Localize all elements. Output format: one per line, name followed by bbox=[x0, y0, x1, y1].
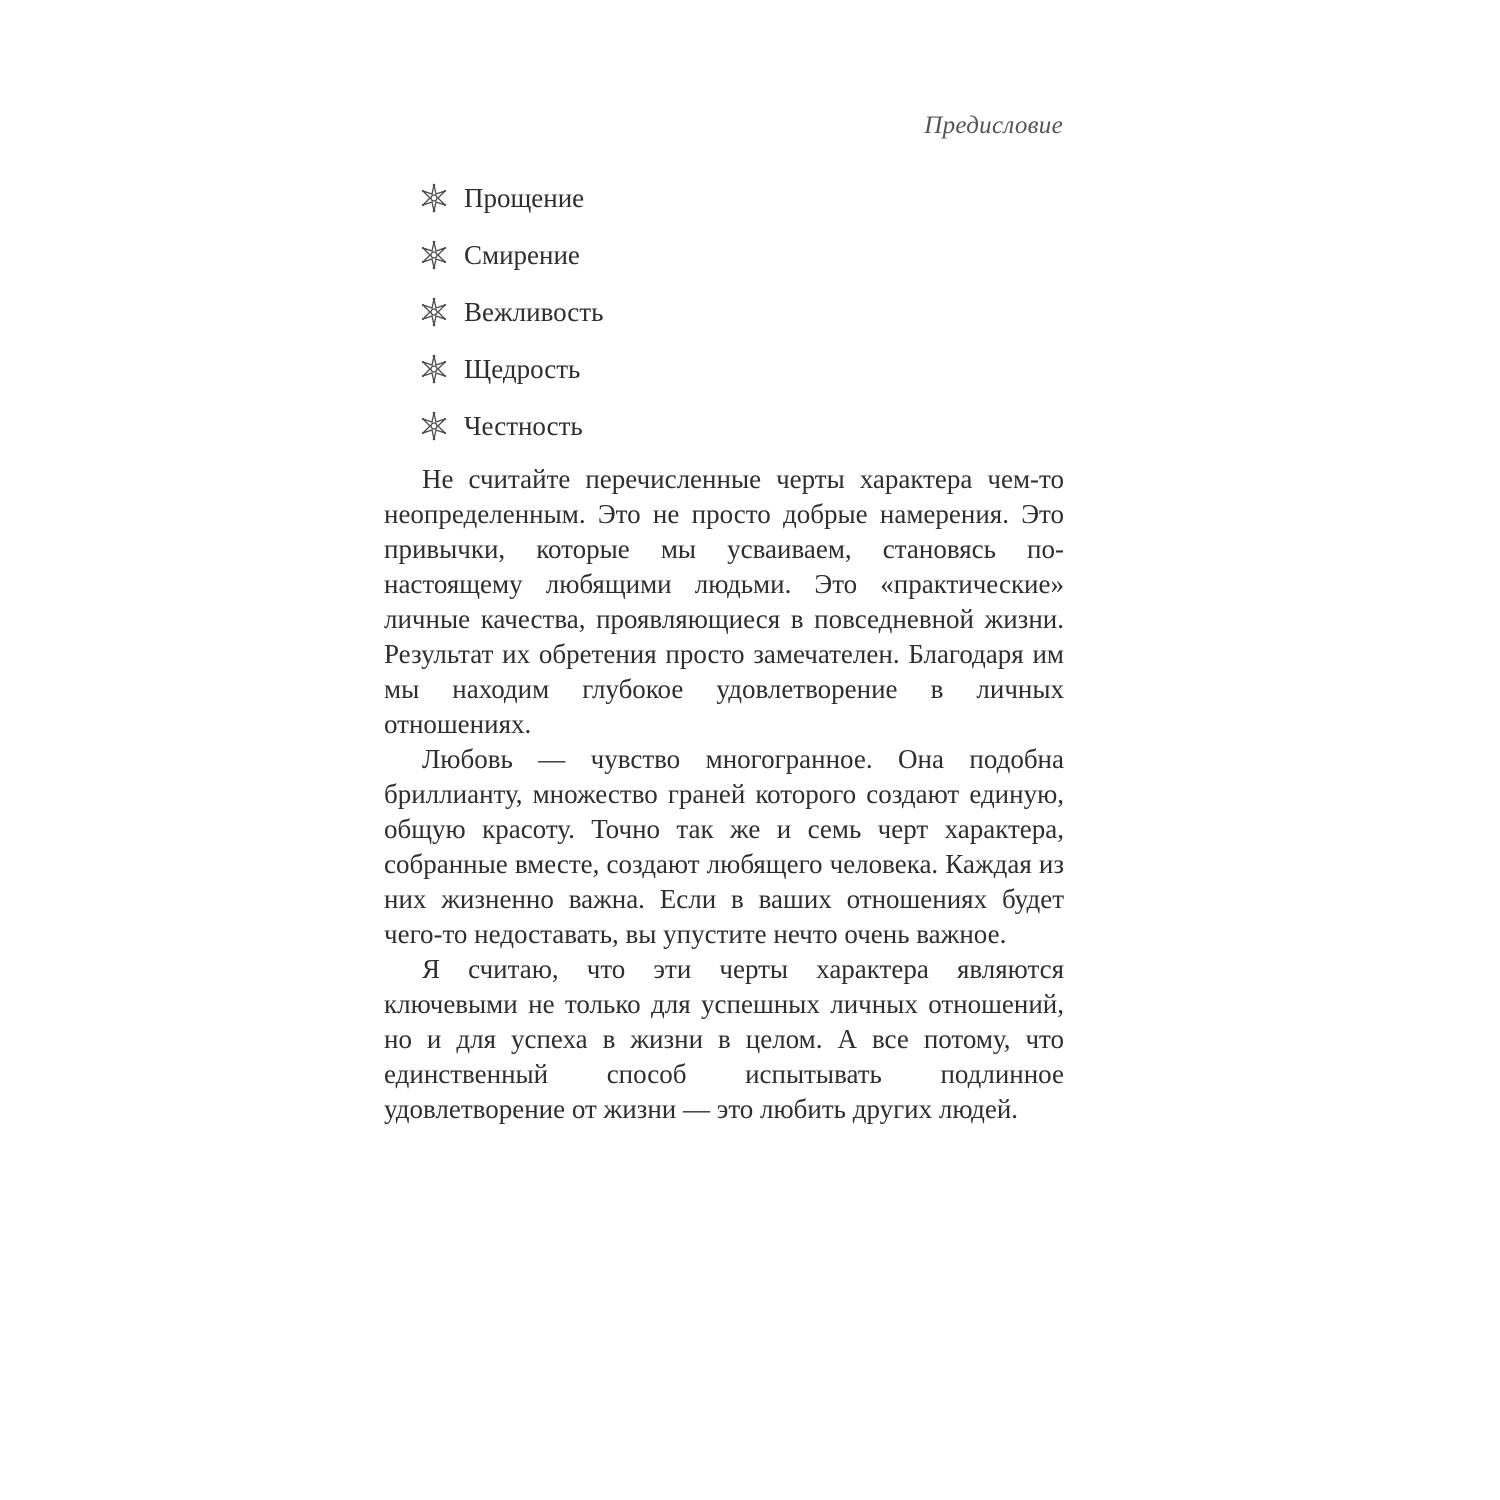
list-item-label: Вежливость bbox=[464, 296, 604, 327]
list-item bbox=[418, 406, 603, 446]
list-item bbox=[418, 235, 603, 275]
body-text bbox=[384, 462, 1064, 1127]
list-item bbox=[418, 178, 603, 218]
paragraph: Я считаю, что эти черты характера являются ключевыми не только для успешных личных отношений, но и для успеха в жизни в целом. А все потому, что единственный способ испытывать подлинное удовлетворение от жизни — это любить других людей. bbox=[384, 954, 1064, 1124]
running-head-title: Предисловие bbox=[924, 112, 1063, 139]
list-item-label: Прощение bbox=[464, 182, 585, 213]
ornament-star-icon bbox=[418, 182, 450, 214]
list-item-label: Смирение bbox=[464, 239, 580, 270]
ornament-star-icon bbox=[418, 410, 450, 442]
ornament-star-icon bbox=[418, 353, 450, 385]
list-item bbox=[418, 292, 603, 332]
ornament-star-icon bbox=[418, 296, 450, 328]
list-item-label: Честность bbox=[464, 410, 583, 441]
paragraph: Любовь — чувство многогранное. Она подобна бриллианту, множество граней которого создают единую, общую красоту. Точно так же и семь черт характера, собранные вместе, создают любящего человека. Каждая из них жизненно важна. Если в ваших отношениях будет чего-то недоставать, вы упустите нечто очень важное. bbox=[384, 744, 1064, 949]
ornament-star-icon bbox=[418, 239, 450, 271]
list-item bbox=[418, 349, 603, 389]
paragraph: Не считайте перечисленные черты характера чем-то неопределенным. Это не просто добрые намерения. Это привычки, которые мы усваиваем, становясь по-настоящему любящими людьми. Это «практические» личные качества, проявляющиеся в повседневной жизни. Результат их обретения просто замечателен. Благодаря им мы находим глубокое удовлетворение в личных отношениях. bbox=[384, 464, 1064, 739]
virtue-list bbox=[418, 178, 603, 463]
list-item-label: Щедрость bbox=[464, 353, 581, 384]
